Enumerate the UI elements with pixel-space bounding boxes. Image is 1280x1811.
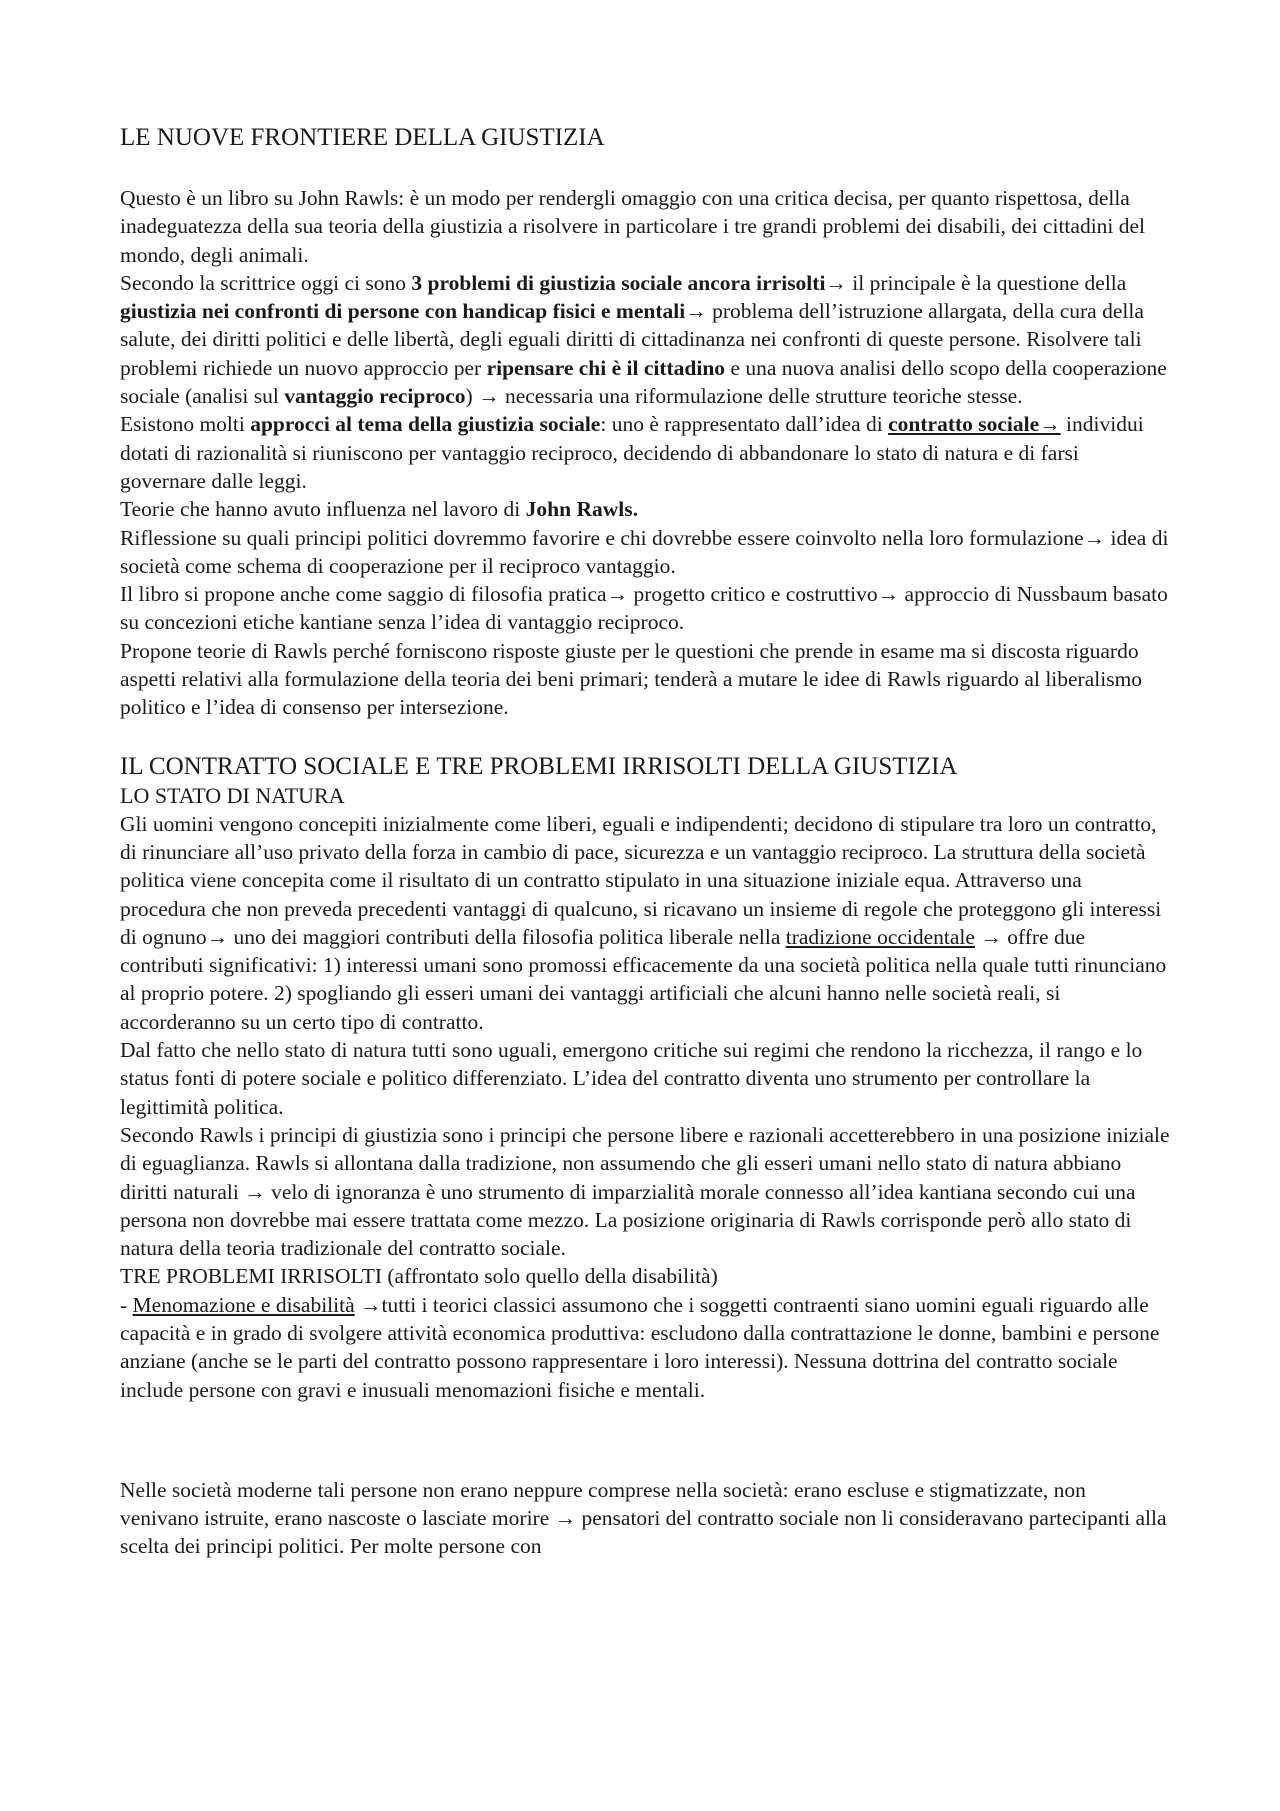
intro-paragraph-4 xyxy=(120,495,1170,523)
intro-paragraph-7: Propone teorie di Rawls perché forniscono risposte giuste per le questioni che prende in esame ma si discosta riguardo aspetti relativi alla formulazione della teoria dei beni primari; tenderà a mutare le idee di Rawls riguardo al liberalismo politico e l’idea di consenso per intersezione. xyxy=(120,638,1143,720)
text-run: - xyxy=(120,1292,133,1317)
intro-paragraph-2 xyxy=(120,269,1170,410)
intro-paragraph-6: Il libro si propone anche come saggio di filosofia pratica→ progetto critico e costruttivo→ approccio di Nussbaum basato su concezioni etiche kantiane senza l’idea di vantaggio reciproco. xyxy=(120,582,1168,635)
text-run: Gli uomini vengono concepiti inizialmente come liberi, eguali e indipendenti; decidono di stipulare tra loro un contratto, di rinunciare all’uso privato della forza in cambio di pace, sicurezza e un vantaggio reciproco. La struttura della società politica viene concepita come il risultato di un contratto stipulato in una situazione iniziale equa. Attraverso una procedura che non preveda precedenti vantaggi di qualcuno, si ricavano un insieme di regole che proteggono gli interessi di ognuno→ uno dei maggiori contributi della filosofia politica liberale nella xyxy=(120,811,1162,949)
intro-paragraph-3 xyxy=(120,410,1170,495)
document-title: LE NUOVE FRONTIERE DELLA GIUSTIZIA xyxy=(120,124,605,151)
section-paragraph-1 xyxy=(120,810,1170,1036)
text-run: Esistono molti xyxy=(120,412,251,437)
text-run: →tutti i teorici classici assumono che i soggetti contraenti siano uomini eguali riguardo alle capacità e in grado di svolgere attività economica produttiva: escludono dalla contrattazione le donne, bambini e persone anziane (anche se le parti del contratto possono rappresentare i loro interessi). Nessuna dottrina del contratto sociale include persone con gravi e inusuali menomazioni fisiche e mentali. xyxy=(120,1292,1160,1402)
bold-underlined-text xyxy=(888,412,1061,436)
underlined-text: contratto sociale→ xyxy=(888,412,1061,437)
section-paragraph-4 xyxy=(120,1291,1170,1404)
text-run: individui dotati di razionalità si riuniscono per vantaggio reciproco, decidendo di abbandonare lo stato di natura e di farsi governare dalle leggi. xyxy=(120,412,1144,493)
text-run: Secondo la scrittrice oggi ci sono xyxy=(120,270,412,295)
section-subheading: LO STATO DI NATURA xyxy=(120,782,345,808)
text-run: → problema dell’istruzione allargata, della cura della salute, dei diritti politici e delle libertà, degli eguali diritti di cittadinanza nei confronti di queste persone. Risolvere tali problemi richiede un nuovo approccio per xyxy=(120,299,1144,380)
section-paragraph-5: Nelle società moderne tali persone non erano neppure comprese nella società: erano escluse e stigmatizzate, non venivano istruite, erano nascoste o lasciate morire → pensatori del contratto sociale non li consideravano partecipanti alla scelta dei principi politici. Per molte persone con xyxy=(120,1477,1167,1559)
bold-text: 3 problemi di giustizia sociale ancora irrisolti xyxy=(411,270,826,295)
document-page xyxy=(120,122,1170,1561)
text-run: → offre due contributi significativi: 1) interessi umani sono promossi efficacemente da una società politica nella quale tutti rinunciano al proprio potere. 2) spogliando gli esseri umani dei vantaggi artificiali che alcuni hanno nelle società reali, si accorderanno su un certo tipo di contratto. xyxy=(120,924,1167,1034)
intro-paragraph-5: Riflessione su quali principi politici dovremmo favorire e chi dovrebbe essere coinvolto nella loro formulazione→ idea di società come schema di cooperazione per il reciproco vantaggio. xyxy=(120,525,1169,578)
underlined-text: Menomazione e disabilità xyxy=(132,1292,355,1317)
text-run: e una nuova analisi dello scopo della cooperazione sociale (analisi sul xyxy=(120,355,1167,409)
section-paragraph-2: Dal fatto che nello stato di natura tutti sono uguali, emergono critiche sui regimi che rendono la ricchezza, il rango e lo status fonti di potere sociale e politico differenziato. L’idea del contratto diventa uno strumento per controllare la legittimità politica. xyxy=(120,1038,1143,1119)
bold-text: ripensare chi è il cittadino xyxy=(486,355,726,380)
problems-heading: TRE PROBLEMI IRRISOLTI (affrontato solo quello della disabilità) xyxy=(120,1264,718,1289)
bold-text: approcci al tema della giustizia sociale xyxy=(250,412,601,437)
intro-paragraph-1: Questo è un libro su John Rawls: è un modo per rendergli omaggio con una critica decisa, per quanto rispettosa, della inadeguatezza della sua teoria della giustizia a risolvere in particolare i tre grandi problemi dei disabili, dei cittadini del mondo, degli animali. xyxy=(120,186,1146,267)
text-run: Teorie che hanno avuto influenza nel lavoro di xyxy=(120,497,526,522)
bold-text: John Rawls. xyxy=(525,497,638,522)
section-paragraph-3: Secondo Rawls i principi di giustizia sono i principi che persone libere e razionali accetterebbero in una posizione iniziale di eguaglianza. Rawls si allontana dalla tradizione, non assumendo che gli esseri umani nello stato di natura abbiano diritti naturali → velo di ignoranza è uno strumento di imparzialità morale connesso all’idea kantiana secondo cui una persona non dovrebbe mai essere trattata come mezzo. La posizione originaria di Rawls corrisponde però allo stato di natura della teoria tradizionale del contratto sociale. xyxy=(120,1122,1170,1261)
text-run: → il principale è la questione della xyxy=(825,270,1127,295)
bold-text: giustizia nei confronti di persone con handicap fisici e mentali xyxy=(120,299,686,324)
underlined-text: tradizione occidentale xyxy=(785,924,975,949)
paragraph-spacer xyxy=(120,1404,1170,1476)
text-run: : uno è rappresentato dall’idea di xyxy=(600,412,889,437)
section-heading: IL CONTRATTO SOCIALE E TRE PROBLEMI IRRISOLTI DELLA GIUSTIZIA xyxy=(120,752,958,780)
bold-text: vantaggio reciproco xyxy=(284,384,466,409)
text-run: ) → necessaria una riformulazione delle strutture teoriche stesse. xyxy=(465,384,1023,409)
